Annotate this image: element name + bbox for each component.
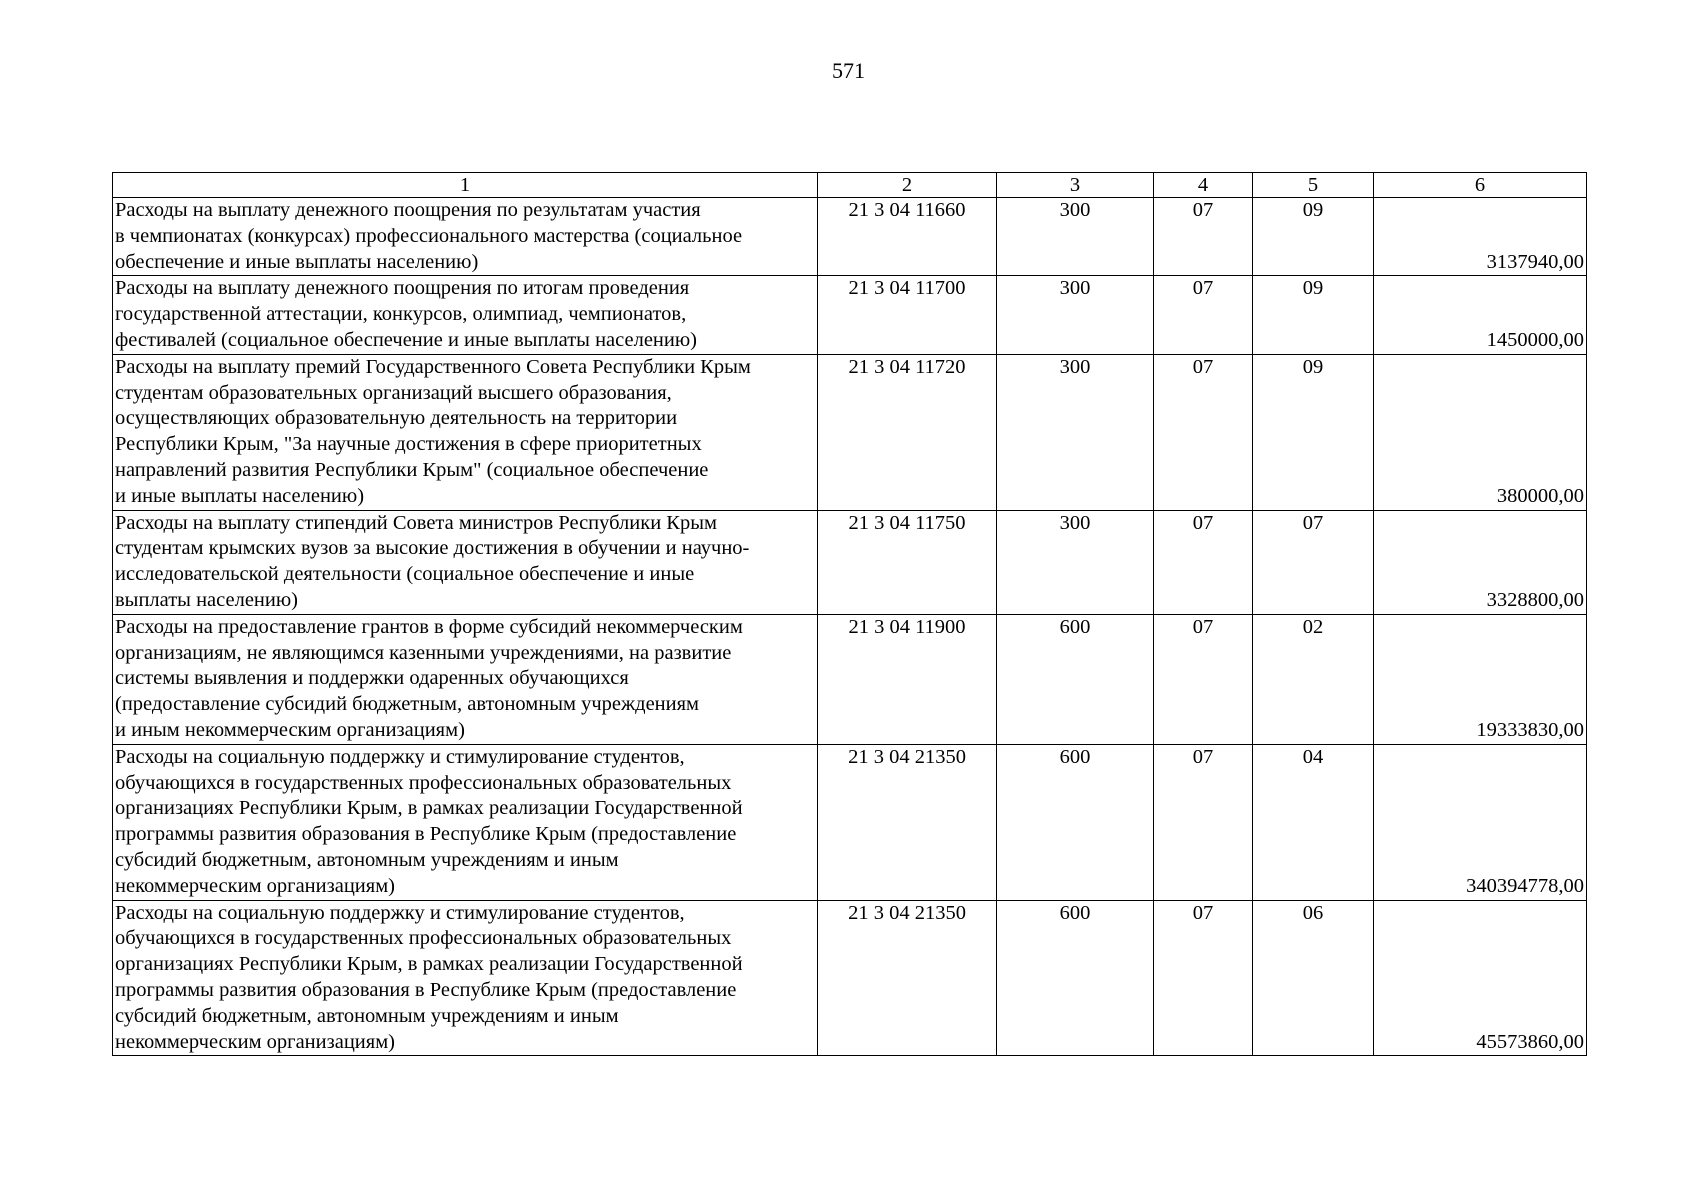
section-code: 07 bbox=[1154, 510, 1253, 614]
expense-type-code: 600 bbox=[997, 900, 1154, 1056]
expense-description: Расходы на социальную поддержку и стимулирование студентов, обучающихся в государственных профессиональных образовательных организациях Республики Крым, в рамках реализации Государственной программы развития образования в Республике Крым (предоставление субсидий бюджетным, автономным учреждениям и иным некоммерческим организациям) bbox=[113, 744, 818, 900]
subsection-code: 06 bbox=[1253, 900, 1374, 1056]
amount: 19333830,00 bbox=[1374, 614, 1587, 744]
expense-description: Расходы на социальную поддержку и стимулирование студентов, обучающихся в государственных профессиональных образовательных организациях Республики Крым, в рамках реализации Государственной программы развития образования в Республике Крым (предоставление субсидий бюджетным, автономным учреждениям и иным некоммерческим организациям) bbox=[113, 900, 818, 1056]
section-code: 07 bbox=[1154, 900, 1253, 1056]
expense-description: Расходы на выплату денежного поощрения по результатам участия в чемпионатах (конкурсах) профессионального мастерства (социальное обеспечение и иные выплаты населению) bbox=[113, 198, 818, 276]
amount: 3137940,00 bbox=[1374, 198, 1587, 276]
target-article-code: 21 3 04 11700 bbox=[818, 276, 997, 354]
table-row bbox=[113, 276, 1587, 354]
table-row bbox=[113, 900, 1587, 1056]
table-row bbox=[113, 744, 1587, 900]
expense-type-code: 600 bbox=[997, 614, 1154, 744]
expense-type-code: 300 bbox=[997, 354, 1154, 510]
column-header: 6 bbox=[1374, 173, 1587, 198]
subsection-code: 09 bbox=[1253, 276, 1374, 354]
table-row bbox=[113, 198, 1587, 276]
expense-description: Расходы на выплату премий Государственного Совета Республики Крым студентам образовательных организаций высшего образования, осуществляющих образовательную деятельность на территории Республики Крым, "За научные достижения в сфере приоритетных направлений развития Республики Крым" (социальное обеспечение и иные выплаты населению) bbox=[113, 354, 818, 510]
subsection-code: 09 bbox=[1253, 198, 1374, 276]
column-header: 5 bbox=[1253, 173, 1374, 198]
expense-description: Расходы на предоставление грантов в форме субсидий некоммерческим организациям, не являющимся казенными учреждениями, на развитие системы выявления и поддержки одаренных обучающихся (предоставление субсидий бюджетным, автономным учреждениям и иным некоммерческим организациям) bbox=[113, 614, 818, 744]
section-code: 07 bbox=[1154, 354, 1253, 510]
expense-type-code: 300 bbox=[997, 198, 1154, 276]
table-row bbox=[113, 354, 1587, 510]
target-article-code: 21 3 04 21350 bbox=[818, 900, 997, 1056]
column-header: 1 bbox=[113, 173, 818, 198]
target-article-code: 21 3 04 11660 bbox=[818, 198, 997, 276]
subsection-code: 02 bbox=[1253, 614, 1374, 744]
budget-table bbox=[112, 172, 1587, 1056]
subsection-code: 07 bbox=[1253, 510, 1374, 614]
subsection-code: 04 bbox=[1253, 744, 1374, 900]
target-article-code: 21 3 04 11750 bbox=[818, 510, 997, 614]
expense-description: Расходы на выплату денежного поощрения по итогам проведения государственной аттестации, конкурсов, олимпиад, чемпионатов, фестивалей (социальное обеспечение и иные выплаты населению) bbox=[113, 276, 818, 354]
expense-type-code: 300 bbox=[997, 510, 1154, 614]
column-header: 3 bbox=[997, 173, 1154, 198]
section-code: 07 bbox=[1154, 744, 1253, 900]
section-code: 07 bbox=[1154, 198, 1253, 276]
amount: 1450000,00 bbox=[1374, 276, 1587, 354]
column-header: 2 bbox=[818, 173, 997, 198]
section-code: 07 bbox=[1154, 614, 1253, 744]
section-code: 07 bbox=[1154, 276, 1253, 354]
subsection-code: 09 bbox=[1253, 354, 1374, 510]
table-row bbox=[113, 510, 1587, 614]
amount: 45573860,00 bbox=[1374, 900, 1587, 1056]
column-header: 4 bbox=[1154, 173, 1253, 198]
amount: 3328800,00 bbox=[1374, 510, 1587, 614]
expense-type-code: 300 bbox=[997, 276, 1154, 354]
expense-description: Расходы на выплату стипендий Совета министров Республики Крым студентам крымских вузов за высокие достижения в обучении и научно- исследовательской деятельности (социальное обеспечение и иные выплаты населению) bbox=[113, 510, 818, 614]
table-header-row bbox=[113, 173, 1587, 198]
target-article-code: 21 3 04 21350 bbox=[818, 744, 997, 900]
amount: 340394778,00 bbox=[1374, 744, 1587, 900]
target-article-code: 21 3 04 11720 bbox=[818, 354, 997, 510]
page-number: 571 bbox=[832, 58, 865, 83]
target-article-code: 21 3 04 11900 bbox=[818, 614, 997, 744]
amount: 380000,00 bbox=[1374, 354, 1587, 510]
table-row bbox=[113, 614, 1587, 744]
expense-type-code: 600 bbox=[997, 744, 1154, 900]
